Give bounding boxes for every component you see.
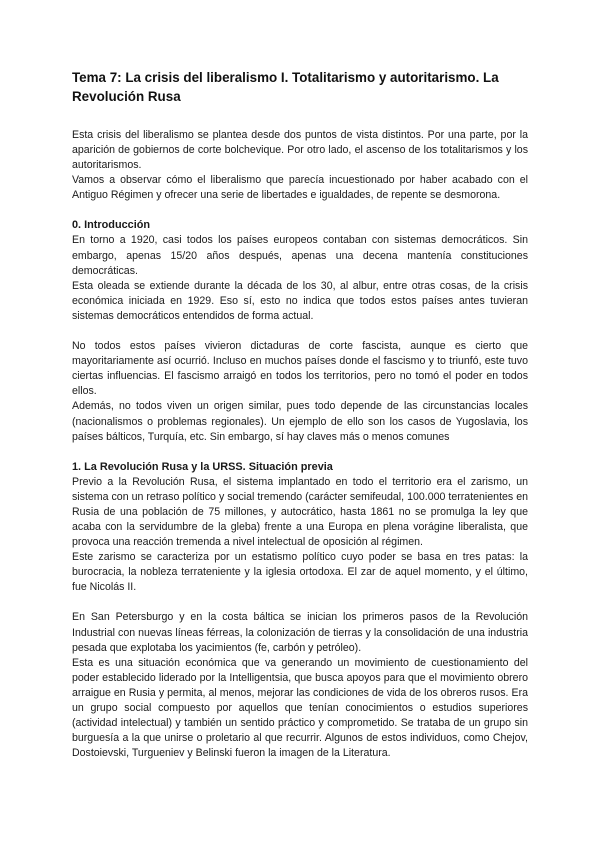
section-heading-intro: 0. Introducción: [72, 219, 151, 232]
section-heading-revolution: 1. La Revolución Rusa y la URSS. Situación previa: [72, 460, 333, 473]
intro-paragraph-2: Vamos a observar cómo el liberalismo que parecía incuestionado por haber acabado con el Antiguo Régimen y ofrecer una serie de libertades e igualdades, de repente se desmorona.: [72, 174, 528, 202]
document-body: [72, 68, 528, 761]
section-0-paragraph-4: Además, no todos viven un origen similar, pues todo depende de las circunstancias locales (nacionalismos o problemas regionales). Un ejemplo de ello son los casos de Yugoslavia, los países bálticos, Turquía, etc. Sin embargo, sí hay claves más o menos comunes: [72, 400, 528, 443]
spacer: [72, 324, 528, 339]
section-1-paragraph-3: En San Petersburgo y en la costa báltica se inician los primeros pasos de la Revolución Industrial con nuevas líneas férreas, la colonización de tierras y la consolidación de una industria pesada que explotaba los yacimientos (fe, carbón y petróleo).: [72, 611, 528, 654]
section-0-paragraph-1: En torno a 1920, casi todos los países europeos contaban con sistemas democráticos. Sin embargo, apenas 15/20 años después, apenas una decena mantenía constituciones democráticas.: [72, 234, 528, 277]
spacer: [72, 445, 528, 460]
section-1-paragraph-2: Este zarismo se caracteriza por un estatismo político cuyo poder se basa en tres patas: la burocracia, la nobleza terrateniente y la iglesia ortodoxa. El zar de aquel momento, y el último, fue Nicolás II.: [72, 551, 528, 594]
spacer: [72, 203, 528, 218]
document-title: Tema 7: La crisis del liberalismo I. Totalitarismo y autoritarismo. La Revolución Rusa: [72, 70, 499, 104]
section-1-paragraph-4: Esta es una situación económica que va generando un movimiento de cuestionamiento del poder establecido liderado por la Intelligentsia, que busca apoyos para que el movimiento obrero arraigue en Rusia y permita, al menos, mejorar las condiciones de vida de los obreros rusos. Era un grupo social compuesto por aquellos que tenían conocimientos o estudios superiores (actividad intelectual) y también un sentido práctico y comprometido. Se trataba de un grupo sin burguesía a la que unirse o proletario al que recurrir. Algunos de estos individuos, como Chejov, Dostoievski, Turgueniev y Belinski fueron la imagen de la Literatura.: [72, 656, 528, 760]
section-0-paragraph-3: No todos estos países vivieron dictaduras de corte fascista, aunque es cierto que mayoritariamente así ocurrió. Incluso en muchos países donde el fascismo y to triunfó, este tuvo ciertas influencias. El fascismo arraigó en todos los territorios, pero no tomó el poder en todos ellos.: [72, 340, 528, 398]
section-0-paragraph-2: Esta oleada se extiende durante la década de los 30, al albur, entre otras cosas, de la crisis económica iniciada en 1929. Eso sí, esto no indica que todos estos países antes tuvieran sistemas democráticos entendidos de forma actual.: [72, 279, 528, 322]
intro-paragraph-1: Esta crisis del liberalismo se plantea desde dos puntos de vista distintos. Por una parte, por la aparición de gobiernos de corte bolchevique. Por otro lado, el ascenso de los totalitarismos y los autoritarismos.: [72, 129, 528, 172]
section-1-paragraph-1: Previo a la Revolución Rusa, el sistema implantado en todo el territorio era el zarismo, un sistema con un retraso político y social tremendo (carácter semifeudal, 100.000 terratenientes en Rusia de una población de 75 millones, y autocrático, hasta 1861 no se promulga la ley que acaba con la servidumbre de la gleba) frente a una Europa en plena vorágine liberalista, que provoca una reacción tremenda a nivel intelectual de oposición al régimen.: [72, 475, 528, 549]
spacer: [72, 595, 528, 610]
